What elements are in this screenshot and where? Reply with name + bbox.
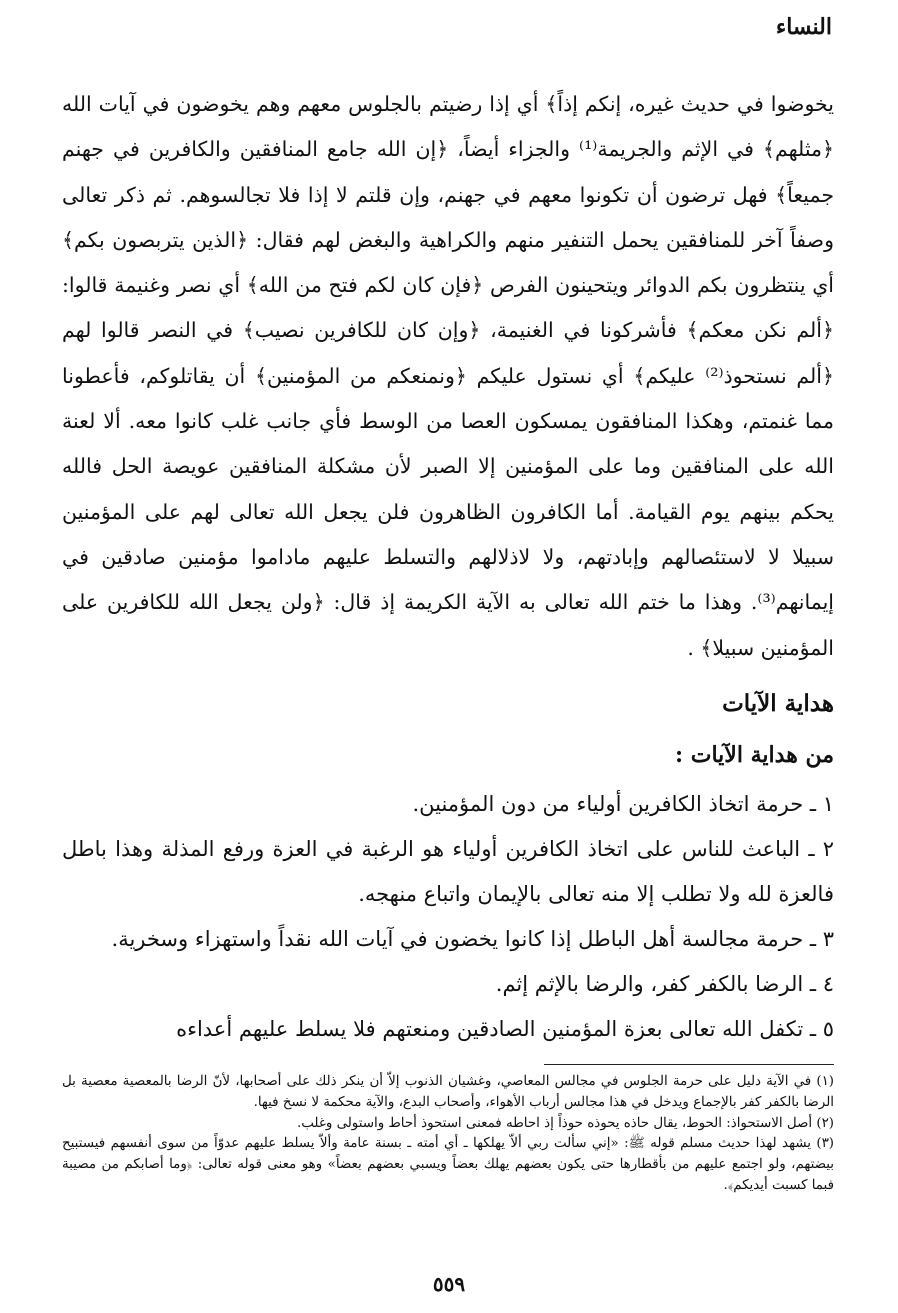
guidance-item: ٣ ـ حرمة مجالسة أهل الباطل إذا كانوا يخضون في آيات الله نقداً واستهزاء وسخرية. <box>111 927 834 951</box>
guidance-item: ٢ ـ الباعث للناس على اتخاذ الكافرين أولياء هو الرغبة في العزة ورفع المذلة وهذا باطل فالعزة لله ولا تطلب إلا منه تعالى بالإيمان واتباع منهجه. <box>62 837 834 906</box>
commentary-body <box>62 82 834 671</box>
footnote: (١) في الآية دليل على حرمة الجلوس في مجالس المعاصي، وغشيان الذنوب إلاّ أن ينكر ذلك على أصحابها، لأنّ الرضا بالمعصية معصية بل الرضا بالكفر كفر بالإجماع ويدخل في هذا مجالس أرباب الأهواء، وأصحاب البدع، والآية محكمة لا نسخ فيها. <box>62 1074 834 1110</box>
footnote: (٣) يشهد لهذا حديث مسلم قوله ﷺ: «إني سألت ربي ألاّ يهلكها ـ أي أمته ـ بسنة عامة وألاّ يسلط عليهم عدوّاً من سوى أنفسهم فيستبيح بيضتهم، ولو اجتمع عليهم من بأقطارها حتى يكون بعضهم يهلك بعضاً ويسبي بعضهم بعضاً» وهو معنى قوله تعالى: ﴿وما أصابكم من مصيبة فبما كسبت أيديكم﴾. <box>62 1136 834 1193</box>
commentary-paragraph: يخوضوا في حديث غيره، إنكم إذاً﴾ أي إذا رضيتم بالجلوس معهم وهم يخوضون في آيات الله ﴿مثلهم﴾ في الإثم والجريمة⁽¹⁾ والجزاء أيضاً، ﴿إن الله جامع المنافقين والكافرين في جهنم جميعاً﴾ فهل ترضون أن تكونوا معهم في جهنم، وإن قلتم لا إذا فلا تجالسوهم. ثم ذكر تعالى وصفاً آخر للمنافقين يحمل التنفير منهم والكراهية والبغض لهم فقال: ﴿الذين يتربصون بكم﴾ أي ينتظرون بكم الدوائر ويتحينون الفرص ﴿فإن كان لكم فتح من الله﴾ أي نصر وغنيمة قالوا: ﴿ألم نكن معكم﴾ فأشركونا في الغنيمة، ﴿وإن كان للكافرين نصيب﴾ في النصر قالوا لهم ﴿ألم نستحوذ⁽²⁾ عليكم﴾ أي نستول عليكم ﴿ونمنعكم من المؤمنين﴾ أن يقاتلوكم، فأعطونا مما غنمتم، وهكذا المنافقون يمسكون العصا من الوسط فأي جانب غلب كانوا معه. ألا لعنة الله على المنافقين وما على المؤمنين إلا الصبر لأن مشكلة المنافقين عويصة الحل فالله يحكم بينهم يوم القيامة. أما الكافرون الظاهرون فلن يجعل الله تعالى لهم على المؤمنين سبيلا لا لاستئصالهم وإبادتهم، ولا لاذلالهم والتسلط عليهم ماداموا مؤمنين صادقين في إيمانهم⁽³⁾. وهذا ما ختم الله تعالى به الآية الكريمة إذ قال: ﴿ولن يجعل الله للكافرين على المؤمنين سبيلا﴾ . <box>62 92 835 660</box>
section-heading: هداية الآيات <box>722 690 834 717</box>
guidance-item: ٥ ـ تكفل الله تعالى بعزة المؤمنين الصادقين ومنعتهم فلا يسلط عليهم أعداءه <box>176 1017 834 1041</box>
section-subheading: من هداية الآيات : <box>674 742 834 768</box>
footnote: (٢) أصل الاستحواذ: الحوط، يقال حاذه يحوذه حوذاً إذ احاطه فمعنى استحوذ أحاط واستولى وغلب. <box>297 1115 834 1131</box>
guidance-item: ١ ـ حرمة اتخاذ الكافرين أولياء من دون المؤمنين. <box>412 792 834 816</box>
footnote-divider <box>544 1064 834 1065</box>
page-number: ٥٥٩ <box>432 1272 466 1296</box>
guidance-list <box>62 782 834 1052</box>
running-header: النساء <box>775 14 832 40</box>
guidance-item: ٤ ـ الرضا بالكفر كفر، والرضا بالإثم إثم. <box>495 972 834 996</box>
footnotes <box>62 1072 834 1197</box>
